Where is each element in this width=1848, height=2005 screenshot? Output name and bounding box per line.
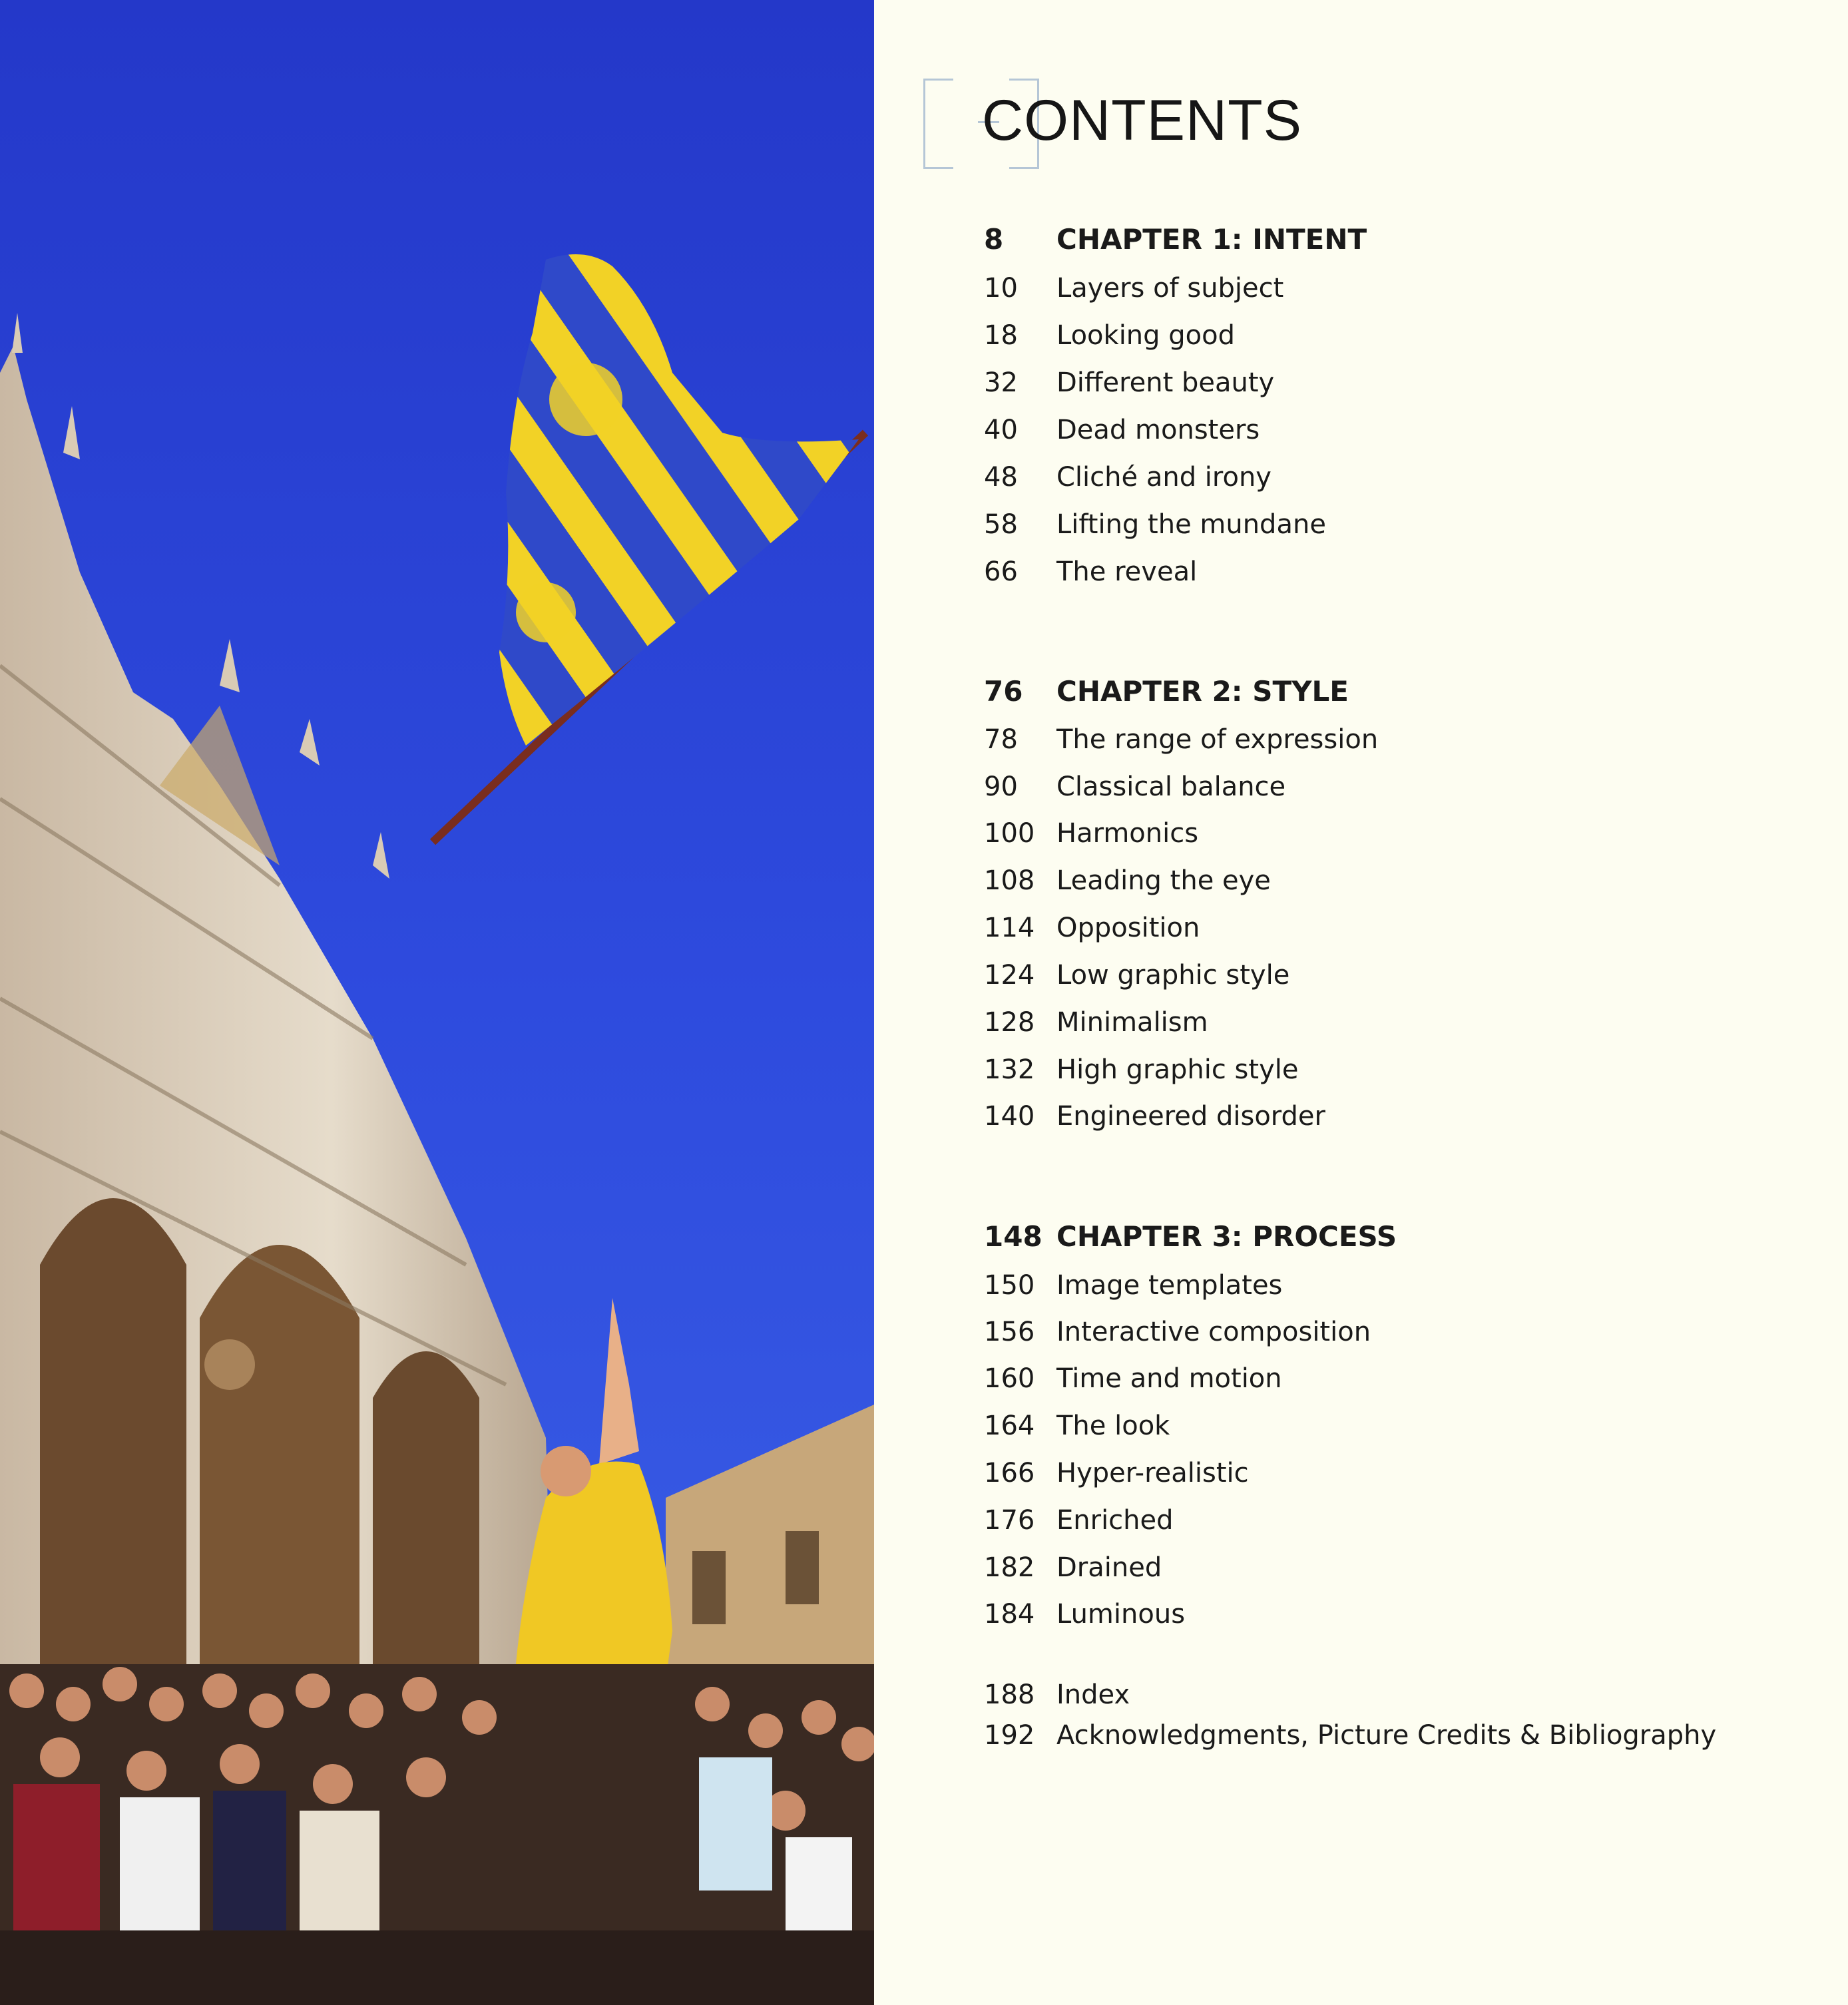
page-number: 66 [984,557,1018,587]
entry-label: Harmonics [1056,818,1199,849]
contents-page [874,0,1848,2005]
page-number: 124 [984,960,1035,991]
entry-label: Different beauty [1056,367,1275,398]
chapter-3-heading[interactable] [984,1217,1397,1257]
toc-entry[interactable] [984,363,1274,403]
page-number: 8 [984,223,1004,256]
entry-label: Minimalism [1056,1007,1208,1038]
page-title: CONTENTS [982,89,1302,152]
entry-label: Drained [1056,1552,1162,1583]
chapter-title: CHAPTER 3: PROCESS [1056,1220,1397,1253]
toc-entry[interactable] [984,1096,1325,1136]
chapter-2-heading[interactable] [984,672,1349,712]
page-number: 188 [984,1679,1035,1710]
entry-label: Time and motion [1056,1363,1282,1394]
toc-entry-acknowledgments[interactable] [984,1715,1716,1755]
toc-entry[interactable] [984,505,1326,545]
page-number: 140 [984,1101,1035,1132]
entry-label: The range of expression [1056,724,1379,755]
page-number: 58 [984,509,1018,540]
cover-photo [0,0,874,2005]
toc-entry[interactable] [984,457,1271,497]
page-number: 10 [984,273,1018,304]
page-number: 108 [984,865,1035,896]
entry-label: Leading the eye [1056,865,1271,896]
toc-entry[interactable] [984,410,1260,450]
toc-entry[interactable] [984,1312,1371,1352]
entry-label: Enriched [1056,1505,1174,1536]
entry-label: Cliché and irony [1056,462,1271,493]
entry-label: Luminous [1056,1599,1186,1630]
toc-entry[interactable] [984,1002,1208,1042]
crowd [0,1664,874,2005]
chapter-title: CHAPTER 2: STYLE [1056,675,1349,708]
page-number: 114 [984,913,1035,943]
entry-label: Dead monsters [1056,415,1260,445]
toc-entry[interactable] [984,1359,1282,1399]
toc-entry[interactable] [984,1050,1298,1090]
toc-entry[interactable] [984,720,1378,760]
page-number: 48 [984,462,1018,493]
toc-entry[interactable] [984,861,1271,901]
page-number: 18 [984,320,1018,351]
page-number: 164 [984,1411,1035,1441]
entry-label: Index [1056,1679,1130,1710]
page-number: 160 [984,1363,1035,1394]
page-number: 78 [984,724,1018,755]
page-number: 192 [984,1720,1035,1751]
toc-entry[interactable] [984,813,1198,853]
entry-label: The look [1056,1411,1170,1441]
entry-label: Lifting the mundane [1056,509,1326,540]
entry-label: Engineered disorder [1056,1101,1325,1132]
toc-entry[interactable] [984,1453,1249,1493]
entry-label: Looking good [1056,320,1235,351]
toc-entry[interactable] [984,552,1197,592]
toc-entry[interactable] [984,1406,1170,1446]
entry-label: Acknowledgments, Picture Credits & Bibliography [1056,1720,1717,1751]
entry-label: Layers of subject [1056,273,1284,304]
entry-label: Image templates [1056,1270,1283,1301]
entry-label: Classical balance [1056,772,1286,802]
chapter-1-heading[interactable] [984,220,1367,260]
entry-label: Hyper-realistic [1056,1458,1249,1488]
entry-label: The reveal [1056,557,1198,587]
page-number: 100 [984,818,1035,849]
toc-entry[interactable] [984,955,1289,995]
page-number: 40 [984,415,1018,445]
page-number: 184 [984,1599,1035,1630]
toc-entry-index[interactable] [984,1675,1130,1715]
toc-entry[interactable] [984,1265,1282,1305]
toc-entry[interactable] [984,1548,1162,1588]
page-number: 166 [984,1458,1035,1488]
toc-entry[interactable] [984,316,1235,355]
page-number: 156 [984,1317,1035,1347]
page-number: 32 [984,367,1018,398]
page-number: 132 [984,1054,1035,1085]
toc-entry[interactable] [984,1500,1174,1540]
toc-entry[interactable] [984,767,1285,807]
bracket-left [923,79,953,169]
page-number: 148 [984,1220,1042,1253]
page-number: 90 [984,772,1018,802]
chapter-title: CHAPTER 1: INTENT [1056,223,1367,256]
page-number: 182 [984,1552,1035,1583]
entry-label: Low graphic style [1056,960,1290,991]
entry-label: Interactive composition [1056,1317,1371,1347]
entry-label: Opposition [1056,913,1200,943]
entry-label: High graphic style [1056,1054,1299,1085]
page-number: 128 [984,1007,1035,1038]
page-number: 150 [984,1270,1035,1301]
page-number: 176 [984,1505,1035,1536]
toc-entry[interactable] [984,268,1283,308]
toc-entry[interactable] [984,1594,1185,1634]
page-number: 76 [984,675,1023,708]
toc-entry[interactable] [984,908,1200,948]
photo-illustration [0,0,874,2005]
